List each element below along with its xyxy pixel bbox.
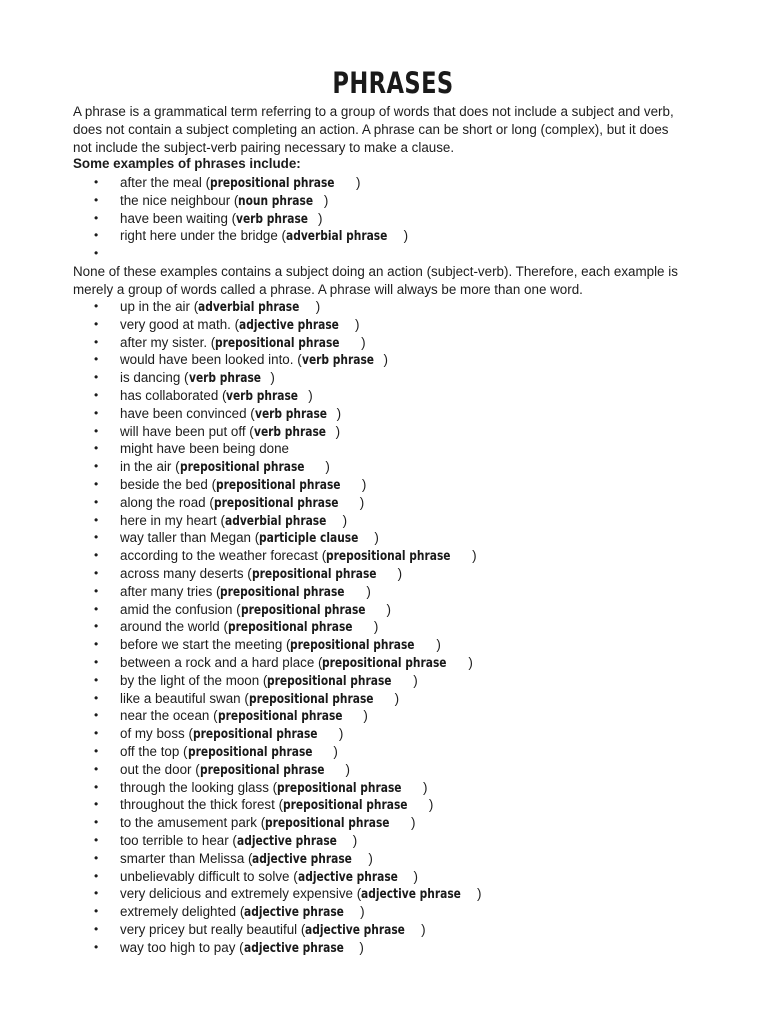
phrase-type-label: prepositional phrase — [213, 495, 339, 511]
bullet-icon: • — [94, 815, 99, 830]
open-paren: ( — [277, 228, 287, 244]
phrase-text: unbelievably difficult to solve — [120, 868, 290, 884]
phrase-type-label: prepositional phrase — [248, 691, 374, 707]
list-item — [0, 174, 408, 192]
phrase-text: might have been being done — [120, 441, 290, 457]
phrase-text: to the amusement park — [120, 815, 257, 831]
bullet-icon: • — [94, 441, 99, 456]
open-paren: ( — [259, 672, 268, 688]
phrase-text: after the meal — [120, 175, 202, 190]
phrase-text: extremely delighted — [120, 904, 237, 920]
list-item — [0, 921, 481, 939]
close-paren: ) — [338, 726, 344, 742]
list-item — [0, 369, 481, 387]
close-paren: ) — [317, 210, 323, 226]
page-title: PHRASES — [332, 66, 454, 100]
phrase-type-label: prepositional phrase — [215, 335, 340, 351]
phrase-type-label: adverbial phrase — [198, 300, 300, 315]
close-paren: ) — [373, 619, 379, 635]
phrase-text: according to the weather forecast — [120, 548, 318, 564]
close-paren: ) — [359, 494, 365, 510]
phrase-list — [0, 298, 481, 956]
phrase-text: off the top — [120, 743, 180, 759]
bullet-icon: • — [94, 654, 99, 669]
list-item — [0, 690, 481, 708]
close-paren: ) — [325, 459, 330, 475]
bullet-icon: • — [94, 868, 99, 883]
phrase-text: throughout the thick forest — [120, 797, 275, 813]
bullet-icon: • — [94, 334, 99, 349]
bullet-icon: • — [94, 583, 99, 598]
list-item — [0, 298, 481, 316]
phrase-type-label: adjective phrase — [236, 833, 337, 849]
list-item — [0, 529, 481, 547]
phrase-type-label: prepositional phrase — [217, 709, 343, 725]
list-item — [0, 583, 481, 601]
open-paren: ( — [297, 921, 306, 937]
close-paren: ) — [411, 815, 416, 831]
phrase-text: along the road — [120, 494, 206, 510]
close-paren: ) — [345, 761, 351, 777]
open-paren: ( — [207, 476, 217, 492]
bullet-icon: • — [94, 405, 99, 420]
bullet-icon: • — [94, 904, 99, 919]
open-paren: ( — [227, 210, 237, 226]
list-item — [0, 565, 481, 583]
open-paren: ( — [184, 726, 193, 742]
bullet-icon: • — [94, 939, 99, 954]
phrase-text: out the door — [120, 761, 192, 777]
bullet-icon: • — [94, 832, 99, 847]
open-paren: ( — [218, 387, 227, 403]
phrase-text: between a rock and a hard place — [120, 654, 315, 670]
phrase-text: amid the confusion — [120, 601, 233, 617]
intro-line: not include the subject-verb pairing necessary to make a clause. — [73, 139, 455, 155]
examples-list — [0, 174, 408, 263]
list-item — [0, 316, 481, 334]
close-paren: ) — [361, 334, 366, 350]
close-paren: ) — [394, 690, 400, 706]
phrase-text: very pricey but really beautiful — [120, 921, 298, 937]
list-item — [0, 512, 481, 530]
bullet-icon: • — [94, 779, 99, 794]
close-paren: ) — [397, 565, 403, 581]
intro-line: A phrase is a grammatical term referring to a group of words that does not include a subject and verb, — [73, 104, 674, 119]
open-paren: ( — [244, 850, 253, 866]
bullet-icon: • — [94, 299, 99, 313]
phrase-type-label: prepositional phrase — [187, 744, 313, 760]
phrase-type-label: prepositional phrase — [210, 176, 335, 191]
close-paren: ) — [315, 299, 321, 314]
phrase-text: smarter than Melissa — [120, 850, 245, 866]
list-item — [0, 885, 481, 903]
list-item — [0, 547, 481, 565]
close-paren: ) — [421, 921, 426, 937]
bullet-icon: • — [94, 370, 99, 385]
open-paren: ( — [282, 637, 291, 653]
list-item — [0, 334, 481, 352]
list-item — [0, 761, 481, 779]
phrase-type-label: verb phrase — [253, 424, 326, 440]
list-item — [0, 868, 481, 886]
phrase-text: after my sister. — [120, 334, 208, 350]
close-paren: ) — [468, 654, 473, 670]
close-paren: ) — [270, 370, 275, 386]
phrase-type-label: verb phrase — [301, 353, 374, 369]
bullet-icon: • — [94, 921, 99, 936]
phrase-type-label: verb phrase — [188, 371, 261, 387]
open-paren: ( — [240, 690, 249, 706]
close-paren: ) — [359, 939, 364, 955]
bullet-icon: • — [94, 387, 99, 402]
bullet-icon: • — [94, 619, 99, 634]
open-paren: ( — [228, 832, 237, 848]
phrase-text: have been convinced — [120, 405, 247, 421]
phrase-text: in the air — [120, 459, 172, 475]
phrase-type-label: adjective phrase — [297, 869, 398, 885]
phrase-type-label: prepositional phrase — [220, 584, 346, 600]
bullet-icon: • — [94, 512, 99, 527]
phrase-type-label: prepositional phrase — [192, 727, 318, 743]
close-paren: ) — [308, 387, 313, 403]
phrase-type-label: prepositional phrase — [265, 816, 390, 832]
phrase-text: right here under the bridge — [120, 228, 278, 244]
bullet-icon: • — [94, 192, 99, 207]
list-item — [0, 707, 481, 725]
phrase-type-label: adjective phrase — [361, 887, 462, 903]
phrase-type-label: prepositional phrase — [240, 602, 366, 618]
phrase-text: very delicious and extremely expensive — [120, 886, 353, 902]
close-paren: ) — [368, 850, 373, 866]
phrase-text: too terrible to hear — [120, 832, 229, 848]
close-paren: ) — [352, 832, 358, 848]
list-item — [0, 814, 481, 832]
phrase-type-label: adjective phrase — [305, 922, 406, 938]
bullet-icon: • — [94, 210, 99, 225]
close-paren: ) — [335, 423, 341, 439]
close-paren: ) — [403, 228, 409, 244]
bullet-icon: • — [94, 726, 99, 741]
close-paren: ) — [333, 743, 338, 759]
phrase-text: will have been put off — [120, 423, 246, 439]
list-item — [0, 423, 481, 441]
phrase-type-label: prepositional phrase — [251, 566, 377, 582]
bullet-icon: • — [94, 423, 99, 438]
open-paren: ( — [236, 904, 245, 920]
phrase-type-label: prepositional phrase — [277, 780, 402, 796]
list-item — [0, 440, 481, 458]
intro-paragraph — [73, 103, 723, 156]
bullet-icon: • — [94, 708, 99, 723]
phrase-text: after many tries — [120, 583, 213, 599]
bullet-icon: • — [94, 459, 99, 474]
close-paren: ) — [422, 779, 428, 795]
list-item — [0, 245, 408, 263]
open-paren: ( — [243, 565, 252, 581]
bullet-icon: • — [94, 530, 99, 545]
phrase-text: here in my heart — [120, 512, 217, 528]
bullet-icon: • — [94, 316, 99, 331]
close-paren: ) — [436, 637, 441, 653]
close-paren: ) — [342, 512, 348, 528]
phrase-type-label: prepositional phrase — [322, 655, 448, 671]
list-item — [0, 743, 481, 761]
open-paren: ( — [216, 512, 225, 528]
open-paren: ( — [256, 815, 266, 831]
list-item — [0, 725, 481, 743]
close-paren: ) — [336, 405, 342, 421]
phrase-type-label: noun phrase — [238, 193, 314, 209]
phrase-text: have been waiting — [120, 210, 228, 226]
open-paren: ( — [201, 175, 211, 190]
list-item — [0, 850, 481, 868]
phrase-text: beside the bed — [120, 476, 208, 492]
bullet-icon: • — [94, 886, 99, 901]
list-item — [0, 192, 408, 210]
phrase-text: before we start the meeting — [120, 637, 283, 653]
close-paren: ) — [472, 548, 477, 564]
phrase-type-label: prepositional phrase — [290, 638, 415, 654]
phrase-type-label: prepositional phrase — [179, 460, 305, 476]
bullet-icon: • — [94, 672, 99, 687]
open-paren: ( — [352, 886, 362, 902]
bullet-icon: • — [94, 565, 99, 580]
open-paren: ( — [189, 299, 199, 314]
phrase-type-label: adjective phrase — [243, 940, 344, 956]
phrase-type-label: verb phrase — [236, 211, 309, 227]
close-paren: ) — [354, 316, 360, 332]
close-paren: ) — [413, 868, 418, 884]
open-paren: ( — [179, 743, 188, 759]
phrase-type-label: prepositional phrase — [326, 549, 451, 565]
list-item — [0, 210, 408, 228]
close-paren: ) — [386, 601, 391, 617]
open-paren: ( — [274, 797, 284, 813]
open-paren: ( — [232, 601, 241, 617]
phrase-text: way taller than Megan — [120, 530, 252, 546]
list-item — [0, 672, 481, 690]
open-paren: ( — [314, 654, 323, 670]
bullet-icon: • — [94, 352, 99, 367]
close-paren: ) — [355, 175, 361, 190]
phrase-text: like a beautiful swan — [120, 690, 241, 706]
phrase-type-label: adverbial phrase — [224, 513, 327, 529]
phrase-text: up in the air — [120, 299, 190, 314]
bullet-icon: • — [94, 743, 99, 758]
open-paren: ( — [191, 761, 200, 777]
list-item — [0, 779, 481, 797]
explanation-paragraph — [73, 263, 723, 299]
list-item — [0, 832, 481, 850]
open-paren: ( — [207, 334, 216, 350]
list-item — [0, 903, 481, 921]
open-paren: ( — [293, 352, 302, 368]
phrase-type-label: prepositional phrase — [283, 798, 408, 814]
phrase-type-label: verb phrase — [226, 388, 299, 404]
phrase-text: around the world — [120, 619, 220, 635]
phrase-type-label: adjective phrase — [252, 851, 353, 867]
list-item — [0, 796, 481, 814]
open-paren: ( — [268, 779, 278, 795]
phrase-text: is dancing — [120, 370, 181, 386]
bullet-icon: • — [94, 548, 99, 563]
open-paren: ( — [209, 708, 218, 724]
open-paren: ( — [318, 548, 327, 564]
list-item — [0, 387, 481, 405]
phrase-text: the nice neighbour — [120, 192, 231, 208]
list-item — [0, 618, 481, 636]
open-paren: ( — [246, 405, 255, 421]
phrase-type-label: prepositional phrase — [227, 620, 353, 636]
bullet-icon: • — [94, 690, 99, 705]
open-paren: ( — [289, 868, 298, 884]
bullet-icon: • — [94, 797, 99, 812]
bullet-icon: • — [94, 246, 99, 261]
phrase-type-label: adjective phrase — [239, 317, 340, 333]
list-item — [0, 227, 408, 245]
phrase-text: by the light of the moon — [120, 672, 260, 688]
phrase-text: near the ocean — [120, 708, 210, 724]
list-item — [0, 494, 481, 512]
bullet-icon: • — [94, 494, 99, 509]
intro-line: does not contain a subject completing an action. A phrase can be short or long (complex), but it does — [73, 121, 669, 137]
phrase-text: very good at math. — [120, 316, 231, 332]
open-paren: ( — [230, 192, 239, 208]
close-paren: ) — [361, 476, 367, 492]
open-paren: ( — [171, 459, 180, 475]
explanation-line: merely a group of words called a phrase. A phrase will always be more than one word. — [73, 281, 583, 297]
open-paren: ( — [205, 494, 214, 510]
phrase-type-label: participle clause — [259, 531, 359, 547]
phrase-text: of my boss — [120, 726, 185, 742]
list-item — [0, 601, 481, 619]
open-paren: ( — [251, 530, 260, 546]
close-paren: ) — [428, 797, 434, 813]
list-item — [0, 458, 481, 476]
list-item — [0, 405, 481, 423]
close-paren: ) — [374, 530, 379, 546]
close-paren: ) — [413, 672, 418, 688]
close-paren: ) — [366, 583, 371, 599]
phrase-type-label: prepositional phrase — [267, 673, 392, 689]
phrase-type-label: adverbial phrase — [286, 229, 388, 245]
bullet-icon: • — [94, 476, 99, 491]
close-paren: ) — [383, 352, 388, 368]
bullet-icon: • — [94, 175, 99, 189]
open-paren: ( — [230, 316, 240, 332]
bullet-icon: • — [94, 637, 99, 652]
phrase-text: would have been looked into. — [120, 352, 294, 368]
list-item — [0, 636, 481, 654]
list-item — [0, 476, 481, 494]
list-item — [0, 654, 481, 672]
phrase-type-label: prepositional phrase — [216, 477, 341, 493]
open-paren: ( — [180, 370, 189, 386]
open-paren: ( — [219, 619, 228, 635]
bullet-icon: • — [94, 601, 99, 616]
phrase-type-label: adjective phrase — [244, 905, 345, 921]
open-paren: ( — [212, 583, 221, 599]
open-paren: ( — [235, 939, 244, 955]
list-item — [0, 351, 481, 369]
close-paren: ) — [363, 708, 368, 724]
phrase-text: way too high to pay — [120, 939, 236, 955]
phrase-type-label: verb phrase — [254, 406, 327, 422]
phrase-text: has collaborated — [120, 387, 219, 403]
bullet-icon: • — [94, 850, 99, 865]
explanation-line: None of these examples contains a subject doing an action (subject-verb). Therefore, each example is — [73, 264, 678, 279]
open-paren: ( — [245, 423, 254, 439]
phrase-type-label: prepositional phrase — [199, 762, 325, 778]
phrase-text: across many deserts — [120, 565, 244, 581]
phrase-text: through the looking glass — [120, 779, 269, 795]
examples-heading: Some examples of phrases include: — [73, 156, 301, 171]
close-paren: ) — [477, 886, 482, 902]
list-item — [0, 939, 481, 957]
close-paren: ) — [323, 192, 329, 208]
close-paren: ) — [360, 904, 365, 920]
bullet-icon: • — [94, 228, 99, 243]
bullet-icon: • — [94, 761, 99, 776]
